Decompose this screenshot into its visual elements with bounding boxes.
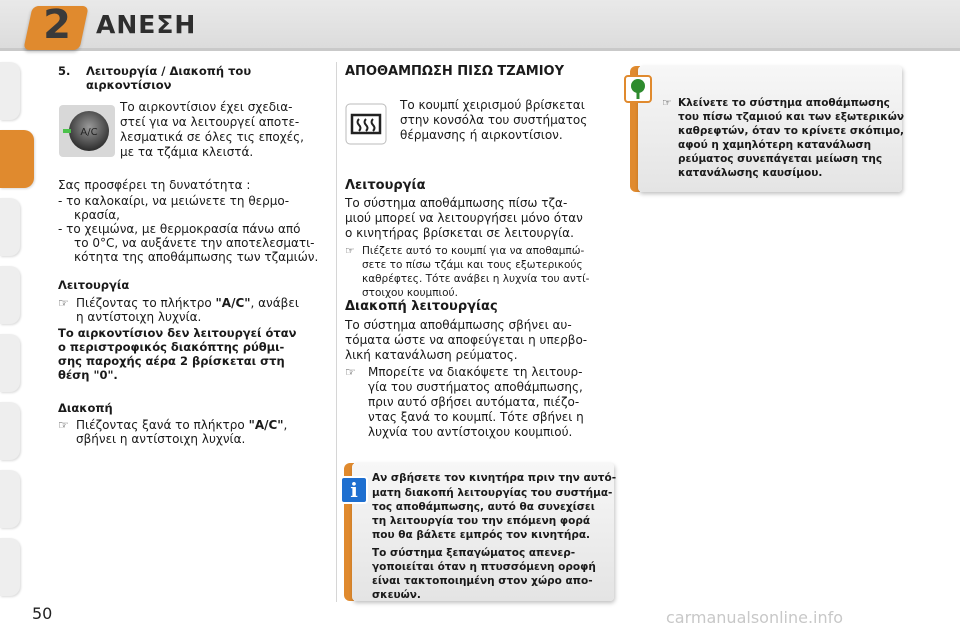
rear-stop-3: λική κατανάλωση ρεύματος.: [345, 348, 518, 362]
stop-heading: Διακοπή: [58, 401, 113, 415]
chapter-tab-1[interactable]: [0, 62, 20, 120]
stop-text-a: Πιέζοντας ξανά το πλήκτρο: [76, 418, 245, 432]
chapter-tab-5[interactable]: [0, 334, 20, 392]
finger-icon-3: ☞: [345, 245, 355, 257]
eco-line-4: αφού η χαμηλότερη κατανάλωση: [678, 139, 872, 151]
chapter-tab-2-active[interactable]: [0, 130, 34, 188]
ac-key-label-2: "A/C": [248, 418, 284, 432]
stop-note-4: ντας ξανά το κουμπί. Τότε σβήνει η: [368, 410, 584, 424]
page-number: 50: [32, 604, 53, 623]
chapter-tab-8[interactable]: [0, 538, 20, 596]
rear-stop-2: τόματα ώστε να αποφεύγεται η υπερβο-: [345, 333, 588, 347]
finger-icon-5: ☞: [662, 97, 672, 109]
rear-intro-2: στην κονσόλα του συστήματος: [400, 113, 588, 127]
ac-intro-3: λεσματικά σε όλες τις εποχές,: [120, 130, 304, 144]
info-line-4: τη λειτουργία του την επόμενη φορά: [372, 515, 591, 527]
rear-defrost-title: ΑΠΟΘΑΜΠΩΣΗ ΠΙΣΩ ΤΖΑΜΙΟΥ: [345, 64, 565, 79]
ac-intro-1: Το αιρκοντίσιον έχει σχεδια-: [120, 100, 293, 114]
info-line-3: τος αποθάμπωσης, αυτό θα συνεχίσει: [372, 501, 595, 513]
rear-stop-heading: Διακοπή λειτουργίας: [345, 299, 498, 314]
info-line-8: είναι τακτοποιημένη στον χώρο απο-: [372, 575, 593, 587]
chapter-number: 2: [43, 2, 71, 48]
press-note-1: Πιέζετε αυτό το κουμπί για να αποθαμπώ-: [362, 245, 585, 257]
svg-text:A/C: A/C: [80, 127, 98, 138]
info-icon: i: [340, 476, 368, 504]
rear-intro-1: Το κουμπί χειρισμού βρίσκεται: [400, 98, 585, 112]
rear-intro-3: θέρμανσης ή αιρκοντίσιον.: [400, 128, 563, 142]
info-line-6: Το σύστημα ξεπαγώματος απενερ-: [372, 547, 576, 559]
column-divider: [336, 62, 337, 602]
stop-note-1: Μπορείτε να διακόψετε τη λειτουρ-: [368, 365, 583, 379]
chapter-tab-7[interactable]: [0, 470, 20, 528]
ac-intro-4: με τα τζάμια κλειστά.: [120, 145, 254, 159]
chapter-tab-4[interactable]: [0, 266, 20, 324]
operation-text-b: , ανάβει: [250, 296, 299, 310]
rear-operation-3: ο κινητήρας βρίσκεται σε λειτουργία.: [345, 226, 574, 240]
eco-line-1: Κλείνετε το σύστημα αποθάμπωσης: [678, 97, 890, 109]
stop-text-2: σβήνει η αντίστοιχη λυχνία.: [76, 432, 246, 446]
stop-text-b: ,: [283, 418, 288, 432]
finger-icon-2: ☞: [58, 418, 69, 432]
bullet-winter-1: - το χειμώνα, με θερμοκρασία πάνω από: [58, 222, 301, 236]
bullet-summer-1: - το καλοκαίρι, να μειώνετε τη θερμο-: [58, 194, 290, 208]
eco-line-5: ρεύματος συνεπάγεται μείωση της: [678, 153, 883, 165]
ac-key-label: "A/C": [215, 296, 251, 310]
bullet-winter-3: κότητα της αποθάμπωσης των τζαμιών.: [74, 250, 319, 264]
info-line-1: Αν σβήσετε τον κινητήρα πριν την αυτό-: [372, 472, 617, 484]
eco-line-3: καθρεφτών, όταν το κρίνετε σκόπιμο,: [678, 125, 905, 137]
stop-note-5: λυχνία του αντίστοιχου κουμπιού.: [368, 425, 573, 439]
section-title-line1: Λειτουργία / Διακοπή του: [86, 64, 252, 78]
warning-2: ο περιστροφικός διακόπτης ρύθμι-: [58, 340, 285, 354]
stop-note-3: πριν αυτό σβήσει αυτόματα, πιέζο-: [368, 395, 580, 409]
bullet-summer-2: κρασία,: [74, 208, 120, 222]
warning-1: Το αιρκοντίσιον δεν λειτουργεί όταν: [58, 326, 297, 340]
eco-line-6: κατανάλωσης καυσίμου.: [678, 167, 823, 179]
warning-3: σης παροχής αέρα 2 βρίσκεται στη: [58, 354, 285, 368]
operation-heading: Λειτουργία: [58, 278, 130, 292]
chapter-tab-6[interactable]: [0, 402, 20, 460]
chapter-tab-3[interactable]: [0, 198, 20, 256]
rear-defrost-button-icon: [345, 103, 387, 145]
info-line-2: ματη διακοπή λειτουργίας του συστήμα-: [372, 487, 613, 499]
finger-icon-4: ☞: [345, 365, 356, 379]
watermark: carmanualsonline.info: [666, 608, 844, 627]
eco-tree-icon: [624, 75, 652, 103]
offers-text: Σας προσφέρει τη δυνατότητα :: [58, 178, 251, 192]
header-rule: [0, 48, 960, 51]
tree-icon: [626, 77, 650, 101]
press-note-2: σετε το πίσω τζάμι και τους εξωτερικούς: [362, 259, 583, 271]
operation-text-1: [76, 296, 299, 311]
stop-text-1: [76, 418, 287, 433]
finger-icon: ☞: [58, 296, 69, 310]
ac-intro-2: στεί για να λειτουργεί αποτε-: [120, 115, 300, 129]
rear-operation-2: μιού μπορεί να λειτουργήσει μόνο όταν: [345, 211, 583, 225]
info-line-9: σκευών.: [372, 589, 421, 601]
operation-text-a: Πιέζοντας το πλήκτρο: [76, 296, 212, 310]
section-title-line2: αιρκοντίσιον: [86, 78, 172, 92]
info-line-5: που θα βάλετε εμπρός τον κινητήρα.: [372, 529, 591, 541]
warning-4: θέση "0".: [58, 368, 118, 382]
stop-note-2: γία του συστήματος αποθάμπωσης,: [368, 380, 583, 394]
section-number: 5.: [58, 64, 71, 78]
eco-line-2: του πίσω τζαμιού και των εξωτερικών: [678, 111, 905, 123]
rear-operation-1: Το σύστημα αποθάμπωσης πίσω τζα-: [345, 196, 568, 210]
rear-operation-heading: Λειτουργία: [345, 178, 426, 193]
operation-text-2: η αντίστοιχη λυχνία.: [76, 310, 202, 324]
info-line-7: γοποιείται όταν η πτυσσόμενη οροφή: [372, 561, 596, 573]
press-note-4: στοιχου κουμπιού.: [362, 287, 458, 299]
ac-button-icon: [58, 104, 116, 158]
bullet-winter-2: το 0°C, να αυξάνετε την αποτελεσματι-: [74, 236, 315, 250]
rear-stop-1: Το σύστημα αποθάμπωσης σβήνει αυ-: [345, 318, 572, 332]
press-note-3: καθρέφτες. Τότε ανάβει η λυχνία του αντί-: [362, 273, 590, 285]
chapter-title: ΑΝΕΣΗ: [96, 10, 197, 39]
